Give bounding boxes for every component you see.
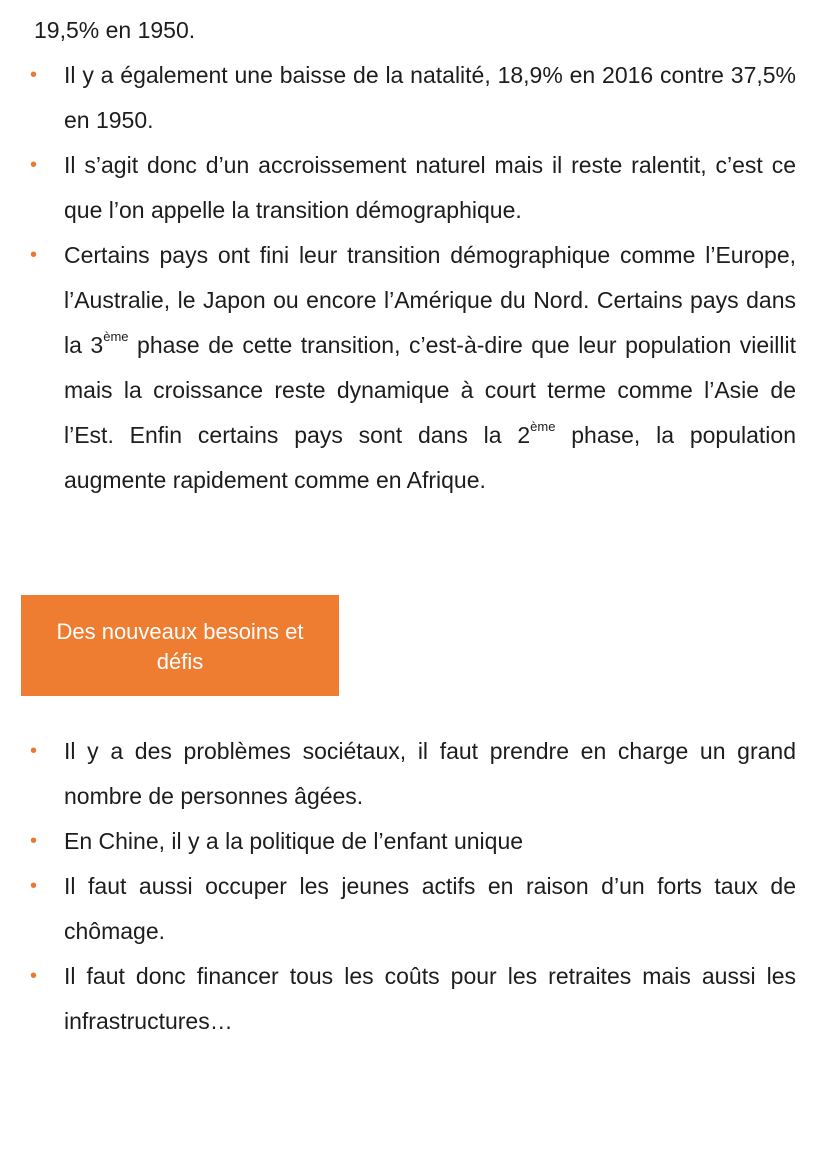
superscript-ordinal: ème <box>530 419 556 435</box>
list-item-text-part: Certains pays ont fini leur transition démographique comme l’Europe, l’Australie, le Japon ou encore l’Amérique du Nord. Certains pays dans la 3 <box>64 242 796 358</box>
list-item-text-part: phase, la population augmente rapidement comme en Afrique. <box>64 422 796 493</box>
list-item <box>28 233 796 503</box>
bullet-icon: • <box>30 830 38 852</box>
superscript-ordinal: ème <box>103 329 129 345</box>
section-heading-line: défis <box>156 649 204 674</box>
bullet-icon: • <box>30 154 38 176</box>
list-item <box>28 954 796 1044</box>
list-item-text-part: phase de cette transition, c’est-à-dire que leur population vieillit mais la croissance reste dynamique à court terme comme l’Asie de l’Est. Enfin certains pays sont dans la 2 <box>64 332 796 448</box>
bullet-icon: • <box>30 875 38 897</box>
bullet-list-challenges <box>28 729 796 1044</box>
bullet-icon: • <box>30 965 38 987</box>
list-item-text: Il faut aussi occuper les jeunes actifs en raison d’un forts taux de chômage. <box>64 873 796 944</box>
bullet-icon: • <box>30 64 38 86</box>
list-item-text: En Chine, il y a la politique de l’enfant unique <box>64 828 524 854</box>
list-item-text: Il y a des problèmes sociétaux, il faut prendre en charge un grand nombre de personnes âgées. <box>64 738 796 809</box>
list-item-text: Il faut donc financer tous les coûts pour les retraites mais aussi les infrastructures… <box>64 963 796 1034</box>
list-item <box>28 729 796 819</box>
bullet-icon: • <box>30 740 38 762</box>
bullet-list-demography <box>28 53 796 503</box>
list-item-text: Il s’agit donc d’un accroissement naturel mais il reste ralentit, c’est ce que l’on appelle la transition démographique. <box>64 152 796 223</box>
section-heading-line: Des nouveaux besoins et <box>56 619 304 644</box>
list-item <box>28 864 796 954</box>
list-item <box>28 53 796 143</box>
list-item <box>28 143 796 233</box>
list-item <box>28 819 796 864</box>
bullet-icon: • <box>30 244 38 266</box>
continued-text-line: 19,5% en 1950. <box>34 17 196 43</box>
section-heading-box <box>21 595 339 696</box>
list-item-text: Il y a également une baisse de la natalité, 18,9% en 2016 contre 37,5% en 1950. <box>64 62 796 133</box>
